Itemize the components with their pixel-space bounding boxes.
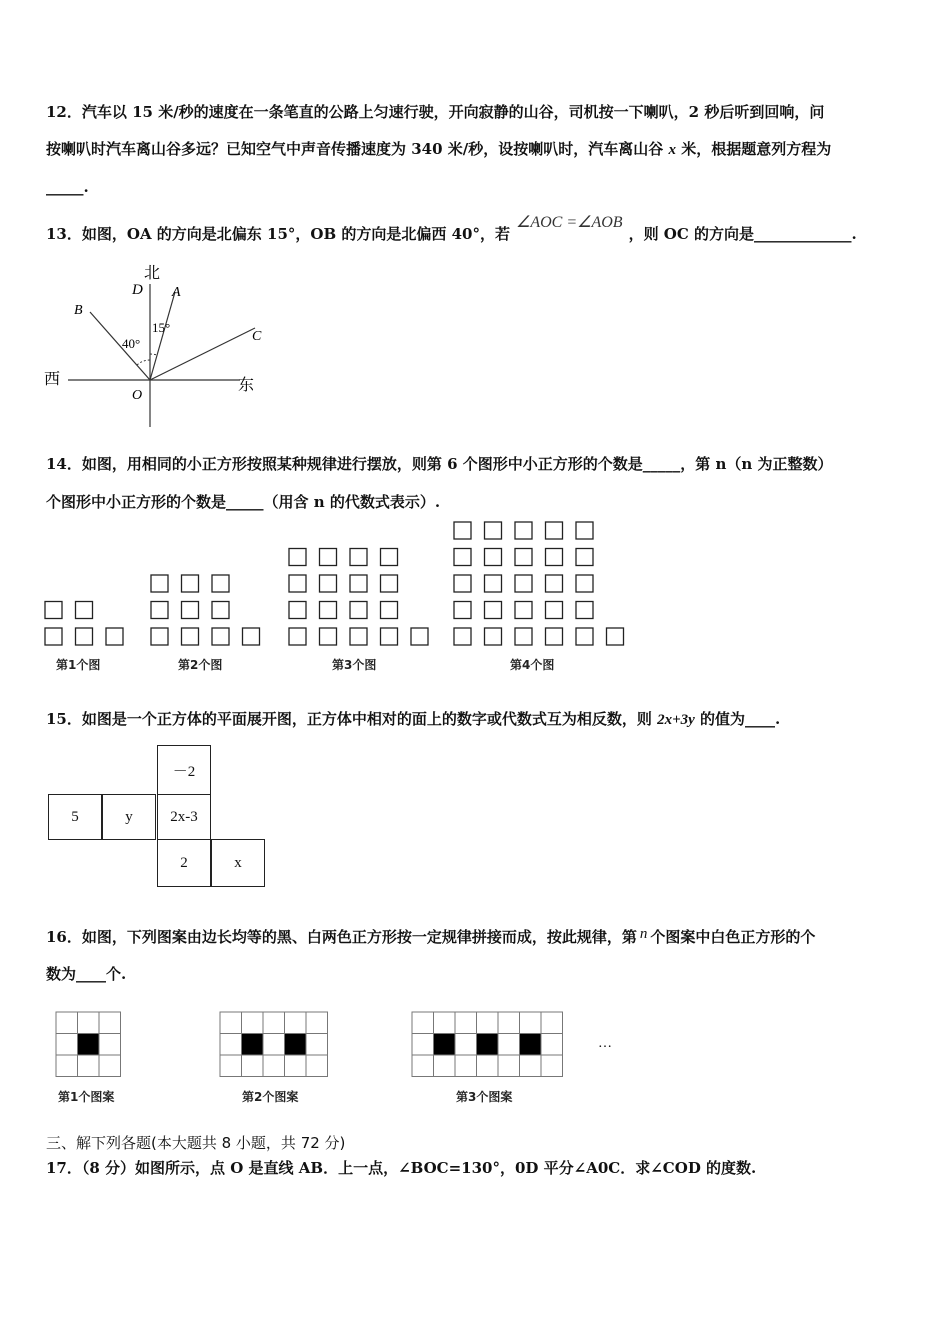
white-tile bbox=[498, 1055, 520, 1077]
q16-tile-patterns bbox=[40, 1005, 640, 1110]
small-square bbox=[546, 628, 563, 645]
label-east: 东 bbox=[238, 377, 255, 394]
white-tile bbox=[56, 1034, 78, 1056]
q12-line1: 12．汽车以 15 米/秒的速度在一条笔直的公路上匀速行驶，开向寂静的山谷，司机按一下喇叭，2 秒后听到回响，问 bbox=[46, 103, 825, 121]
white-tile bbox=[220, 1012, 242, 1034]
ray-oc bbox=[150, 328, 255, 380]
q14-caption-4: 第4个图 bbox=[510, 658, 555, 672]
q14-line1: 14．如图，用相同的小正方形按照某种规律进行摆放，则第 6 个图形中小正方形的个数是_____，第 n（n 为正整数） bbox=[46, 455, 833, 473]
black-tile bbox=[285, 1034, 307, 1056]
small-square bbox=[576, 549, 593, 566]
small-square bbox=[151, 628, 168, 645]
black-tile bbox=[434, 1034, 456, 1056]
label-angle-15: 15° bbox=[152, 320, 171, 335]
white-tile bbox=[541, 1055, 563, 1077]
small-square bbox=[289, 628, 306, 645]
small-square bbox=[454, 549, 471, 566]
small-square bbox=[454, 628, 471, 645]
small-square bbox=[381, 628, 398, 645]
small-square bbox=[546, 522, 563, 539]
white-tile bbox=[306, 1055, 328, 1077]
white-tile bbox=[99, 1012, 121, 1034]
small-square bbox=[515, 602, 532, 619]
small-square bbox=[576, 575, 593, 592]
white-tile bbox=[78, 1055, 100, 1077]
small-square bbox=[485, 602, 502, 619]
label-angle-40: 40° bbox=[122, 336, 141, 351]
q12-line3: _____. bbox=[46, 178, 89, 196]
q15-text-b: 的值为____. bbox=[694, 710, 781, 728]
black-tile bbox=[477, 1034, 499, 1056]
q14-caption-3: 第3个图 bbox=[332, 658, 377, 672]
white-tile bbox=[285, 1012, 307, 1034]
small-square bbox=[182, 602, 199, 619]
net-cell-bottom-right: x bbox=[211, 839, 265, 887]
small-square bbox=[320, 628, 337, 645]
small-square bbox=[350, 628, 367, 645]
q16-line1 bbox=[46, 927, 815, 948]
white-tile bbox=[220, 1034, 242, 1056]
small-square bbox=[546, 602, 563, 619]
small-square bbox=[76, 628, 93, 645]
q14-caption-1: 第1个图 bbox=[56, 658, 101, 672]
angle-15-arc bbox=[150, 354, 157, 355]
small-square bbox=[106, 628, 123, 645]
small-square bbox=[515, 549, 532, 566]
small-square bbox=[381, 575, 398, 592]
white-tile bbox=[56, 1012, 78, 1034]
small-square bbox=[485, 522, 502, 539]
q15-expr: 2x+3y bbox=[657, 712, 695, 728]
white-tile bbox=[263, 1055, 285, 1077]
q15-line bbox=[46, 709, 780, 730]
small-square bbox=[381, 602, 398, 619]
small-square bbox=[45, 602, 62, 619]
black-tile bbox=[242, 1034, 264, 1056]
small-square bbox=[546, 549, 563, 566]
q14-line2: 个图形中小正方形的个数是_____（用含 n 的代数式表示）. bbox=[46, 493, 441, 511]
net-cell-left2: y bbox=[102, 794, 156, 840]
ray-ob bbox=[90, 312, 150, 380]
small-square bbox=[485, 628, 502, 645]
q16-caption-2: 第2个图案 bbox=[242, 1090, 299, 1104]
small-square bbox=[350, 575, 367, 592]
white-tile bbox=[263, 1034, 285, 1056]
white-tile bbox=[306, 1034, 328, 1056]
small-square bbox=[350, 549, 367, 566]
q14-caption-2: 第2个图 bbox=[178, 658, 223, 672]
white-tile bbox=[541, 1034, 563, 1056]
q13-line bbox=[46, 214, 857, 245]
q16-line1a: 16．如图，下列图案由边长均等的黑、白两色正方形按一定规律拼接而成，按此规律，第 bbox=[46, 928, 637, 946]
label-b: B bbox=[74, 303, 83, 318]
small-square bbox=[381, 549, 398, 566]
small-square bbox=[576, 628, 593, 645]
q16-tiles-group bbox=[56, 1012, 563, 1077]
white-tile bbox=[498, 1034, 520, 1056]
label-c: C bbox=[252, 329, 262, 344]
white-tile bbox=[412, 1055, 434, 1077]
net-cell-bottom: 2 bbox=[157, 839, 211, 887]
q13-direction-figure bbox=[40, 262, 280, 432]
white-tile bbox=[242, 1055, 264, 1077]
q17-line: 17．（8 分）如图所示，点 O 是直线 AB．上一点，∠BOC=130°，0D 平分∠A0C．求∠COD 的度数. bbox=[46, 1159, 757, 1177]
q15-text-a: 15．如图是一个正方体的平面展开图，正方体中相对的面上的数字或代数式互为相反数，则 bbox=[46, 710, 658, 728]
white-tile bbox=[412, 1034, 434, 1056]
small-square bbox=[320, 575, 337, 592]
black-tile bbox=[78, 1034, 100, 1056]
small-square bbox=[454, 602, 471, 619]
small-square bbox=[454, 522, 471, 539]
small-square bbox=[320, 549, 337, 566]
white-tile bbox=[520, 1055, 542, 1077]
white-tile bbox=[477, 1012, 499, 1034]
q13-math: ∠AOC =∠AOB bbox=[515, 214, 623, 231]
q16-ellipsis: … bbox=[598, 1036, 612, 1051]
white-tile bbox=[242, 1012, 264, 1034]
small-square bbox=[454, 575, 471, 592]
q16-caption-1: 第1个图案 bbox=[58, 1090, 115, 1104]
white-tile bbox=[306, 1012, 328, 1034]
white-tile bbox=[455, 1034, 477, 1056]
small-square bbox=[289, 602, 306, 619]
small-square bbox=[76, 602, 93, 619]
ray-oa bbox=[150, 292, 175, 380]
small-square bbox=[515, 628, 532, 645]
white-tile bbox=[541, 1012, 563, 1034]
small-square bbox=[576, 602, 593, 619]
small-square bbox=[576, 522, 593, 539]
section3-heading: 三、解下列各题(本大题共 8 小题，共 72 分) bbox=[46, 1134, 346, 1152]
small-square bbox=[45, 628, 62, 645]
white-tile bbox=[99, 1055, 121, 1077]
q12-line2b: 米，根据题意列方程为 bbox=[675, 140, 832, 158]
white-tile bbox=[220, 1055, 242, 1077]
q16-line2: 数为____个. bbox=[46, 965, 127, 983]
white-tile bbox=[56, 1055, 78, 1077]
small-square bbox=[151, 575, 168, 592]
small-square bbox=[350, 602, 367, 619]
label-d: D bbox=[132, 282, 143, 298]
small-square bbox=[243, 628, 260, 645]
q12-line2 bbox=[46, 139, 831, 160]
small-square bbox=[182, 575, 199, 592]
small-square bbox=[320, 602, 337, 619]
label-a: A bbox=[172, 285, 181, 300]
white-tile bbox=[498, 1012, 520, 1034]
q16-caption-3: 第3个图案 bbox=[456, 1090, 513, 1104]
white-tile bbox=[477, 1055, 499, 1077]
white-tile bbox=[434, 1055, 456, 1077]
small-square bbox=[411, 628, 428, 645]
white-tile bbox=[78, 1012, 100, 1034]
white-tile bbox=[434, 1012, 456, 1034]
net-cell-top: －2 bbox=[157, 745, 211, 795]
small-square bbox=[289, 575, 306, 592]
q12-var: x bbox=[668, 142, 676, 158]
small-square bbox=[151, 602, 168, 619]
small-square bbox=[212, 628, 229, 645]
small-square bbox=[485, 575, 502, 592]
white-tile bbox=[455, 1055, 477, 1077]
q13-text-b: ，则 OC 的方向是_____________. bbox=[628, 225, 857, 243]
white-tile bbox=[263, 1012, 285, 1034]
small-square bbox=[212, 575, 229, 592]
small-square bbox=[212, 602, 229, 619]
net-cell-center: 2x-3 bbox=[157, 794, 211, 840]
small-square bbox=[485, 549, 502, 566]
small-square bbox=[607, 628, 624, 645]
angle-40-arc bbox=[137, 360, 150, 365]
q13-text-a: 13．如图，OA 的方向是北偏东 15°，OB 的方向是北偏西 40°，若 bbox=[46, 225, 510, 243]
white-tile bbox=[412, 1012, 434, 1034]
small-square bbox=[182, 628, 199, 645]
q16-var: n bbox=[639, 926, 648, 942]
q16-line1b: 个图案中白色正方形的个 bbox=[650, 928, 816, 946]
small-square bbox=[515, 522, 532, 539]
small-square bbox=[515, 575, 532, 592]
white-tile bbox=[99, 1034, 121, 1056]
white-tile bbox=[455, 1012, 477, 1034]
small-square bbox=[546, 575, 563, 592]
label-north: 北 bbox=[144, 265, 161, 282]
black-tile bbox=[520, 1034, 542, 1056]
label-o: O bbox=[132, 388, 143, 403]
white-tile bbox=[285, 1055, 307, 1077]
white-tile bbox=[520, 1012, 542, 1034]
net-cell-left1: 5 bbox=[48, 794, 102, 840]
small-square bbox=[289, 549, 306, 566]
q14-square-patterns bbox=[40, 515, 640, 680]
label-west: 西 bbox=[44, 371, 61, 388]
q12-line2a: 按喇叭时汽车离山谷多远？已知空气中声音传播速度为 340 米/秒，设按喇叭时，汽车离山谷 bbox=[46, 140, 669, 158]
q14-squares-group bbox=[45, 522, 624, 645]
